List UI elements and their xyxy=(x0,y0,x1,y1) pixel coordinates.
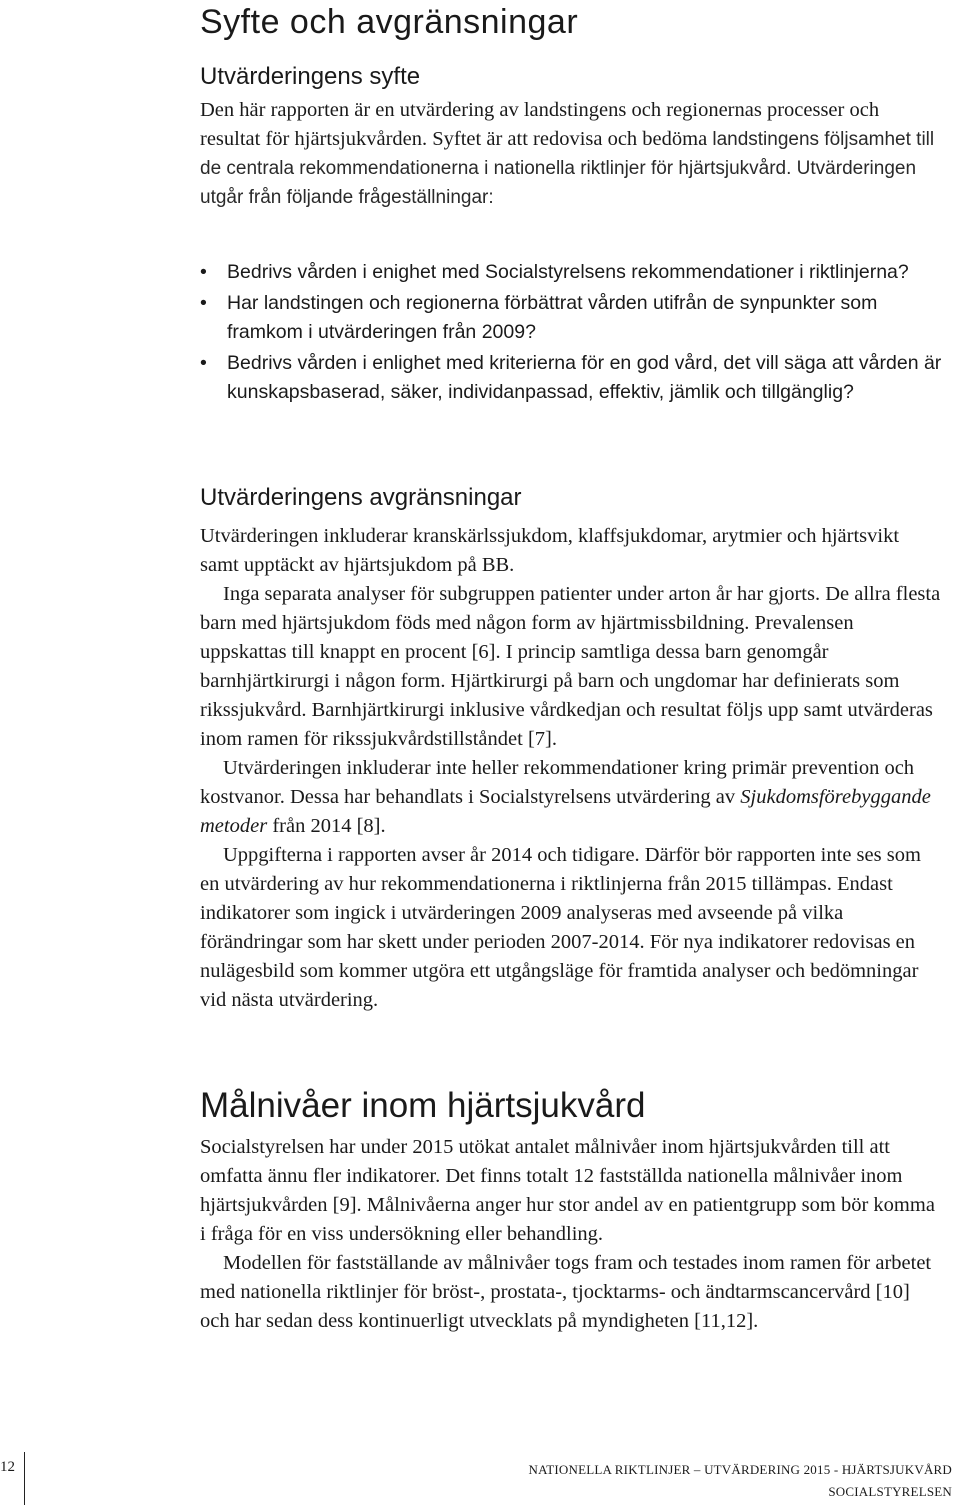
bullet-icon: • xyxy=(200,261,207,283)
section-malnivaer-body xyxy=(200,1133,942,1336)
bullet-icon: • xyxy=(200,292,207,314)
report-title-italic: Sjukdomsförebyggande metoder xyxy=(200,786,931,837)
running-title: NATIONELLA RIKTLINJER – UTVÄRDERING 2015 - HJÄRTSJUKVÅRD xyxy=(528,1462,952,1477)
paragraph-syfte-serif: Den här rapporten är en utvärdering av landstingens och regionernas processer och resultat för hjärtsjukvården. Syftet är att redovisa och bedöma xyxy=(200,99,880,150)
paragraph-avgr-3-b: från 2014 [8]. xyxy=(267,815,386,837)
paragraph-avgr-1: Utvärderingen inkluderar kranskärlssjukdom, klaffsjukdomar, arytmier och hjärtsvikt samt upptäckt av hjärtsjukdom på BB. xyxy=(200,525,900,576)
paragraph-mal-2: Modellen för fastställande av målnivåer togs fram och testades inom ramen för arbetet med nationella riktlinjer för bröst-, prostata-, tjocktarms- och ändtarmscancervård [10] och har sedan dess kontinuerligt utvecklats på myndigheten [11,12]. xyxy=(200,1252,932,1332)
paragraph-avgr-3 xyxy=(200,754,942,841)
paragraph-avgr-3-a: Utvärderingen inkluderar inte heller rekommendationer kring primär prevention och kostvanor. Dessa har behandlats i Socialstyrelsens utvärdering av xyxy=(200,757,915,808)
list-item-text: Har landstingen och regionerna förbättrat vården utifrån de synpunkter som framkom i utvärderingen från 2009? xyxy=(227,292,878,343)
list-item xyxy=(200,349,942,407)
list-item xyxy=(200,258,942,287)
paragraph-syfte xyxy=(200,96,942,212)
section-title-malnivaer: Målnivåer inom hjärtsjukvård xyxy=(200,1086,646,1125)
paragraph-avgr-2: Inga separata analyser för subgruppen patienter under arton år har gjorts. De allra flesta barn med hjärtsjukdom föds med någon form av hjärtmissbildning. Prevalensen uppskattas till knappt en procent [6]. I princip samtliga dessa barn genomgår barnhjärtkirurgi i någon form. Hjärtkirurgi på barn och ungdomar har definierats som rikssjukvård. Barnhjärtkirurgi inklusive vårdkedjan och resultat följs upp samt utvärderas inom ramen för rikssjukvårdstillståndet [7]. xyxy=(200,583,941,750)
list-item-text: Bedrivs vården i enlighet med kriterierna för en god vård, det vill säga att vården är kunskapsbaserad, säker, individanpassad, effektiv, jämlik och tillgänglig? xyxy=(227,352,942,403)
paragraph-avgr-4: Uppgifterna i rapporten avser år 2014 och tidigare. Därför bör rapporten inte ses som en utvärdering av hur rekommendationerna i riktlinjerna från 2015 tillämpas. Endast indikatorer som ingick i utvärderingen 2009 analyseras med avseende på vilka förändringar som har skett under perioden 2007-2014. För nya indikatorer redovisas en nulägesbild som kommer utgöra ett utgångsläge för framtida analyser och bedömningar vid nästa utvärdering. xyxy=(200,844,921,1011)
paragraph-mal-1: Socialstyrelsen har under 2015 utökat antalet målnivåer inom hjärtsjukvården till att omfatta ännu fler indikatorer. Det finns totalt 12 fastställda nationella målnivåer inom hjärtsjukvården [9]. Målnivåerna anger hur stor andel av en patientgrupp som bör komma i fråga för en viss undersökning eller behandling. xyxy=(200,1136,935,1245)
paragraph-syfte-text xyxy=(200,96,942,212)
bullet-icon: • xyxy=(200,352,207,374)
question-list xyxy=(200,258,942,409)
page-number: 12 xyxy=(0,1459,15,1475)
list-item xyxy=(200,289,942,347)
heading-utvarderingens-syfte: Utvärderingens syfte xyxy=(200,63,421,90)
section-title-syfte: Syfte och avgränsningar xyxy=(200,3,579,41)
section-avgransningar-body xyxy=(200,522,942,1015)
list-item-text: Bedrivs vården i enighet med Socialstyrelsens rekommendationer i riktlinjerna? xyxy=(227,261,909,283)
footer-divider xyxy=(24,1452,25,1505)
paragraph-syfte-sans: landstingens följsamhet till de centrala rekommendationerna i nationella riktlinjer för hjärtsjukvård. Utvärderingen utgår från följande frågeställningar: xyxy=(200,129,935,208)
heading-utvarderingens-avgransningar: Utvärderingens avgränsningar xyxy=(200,484,522,511)
organisation-name: SOCIALSTYRELSEN xyxy=(828,1484,952,1499)
